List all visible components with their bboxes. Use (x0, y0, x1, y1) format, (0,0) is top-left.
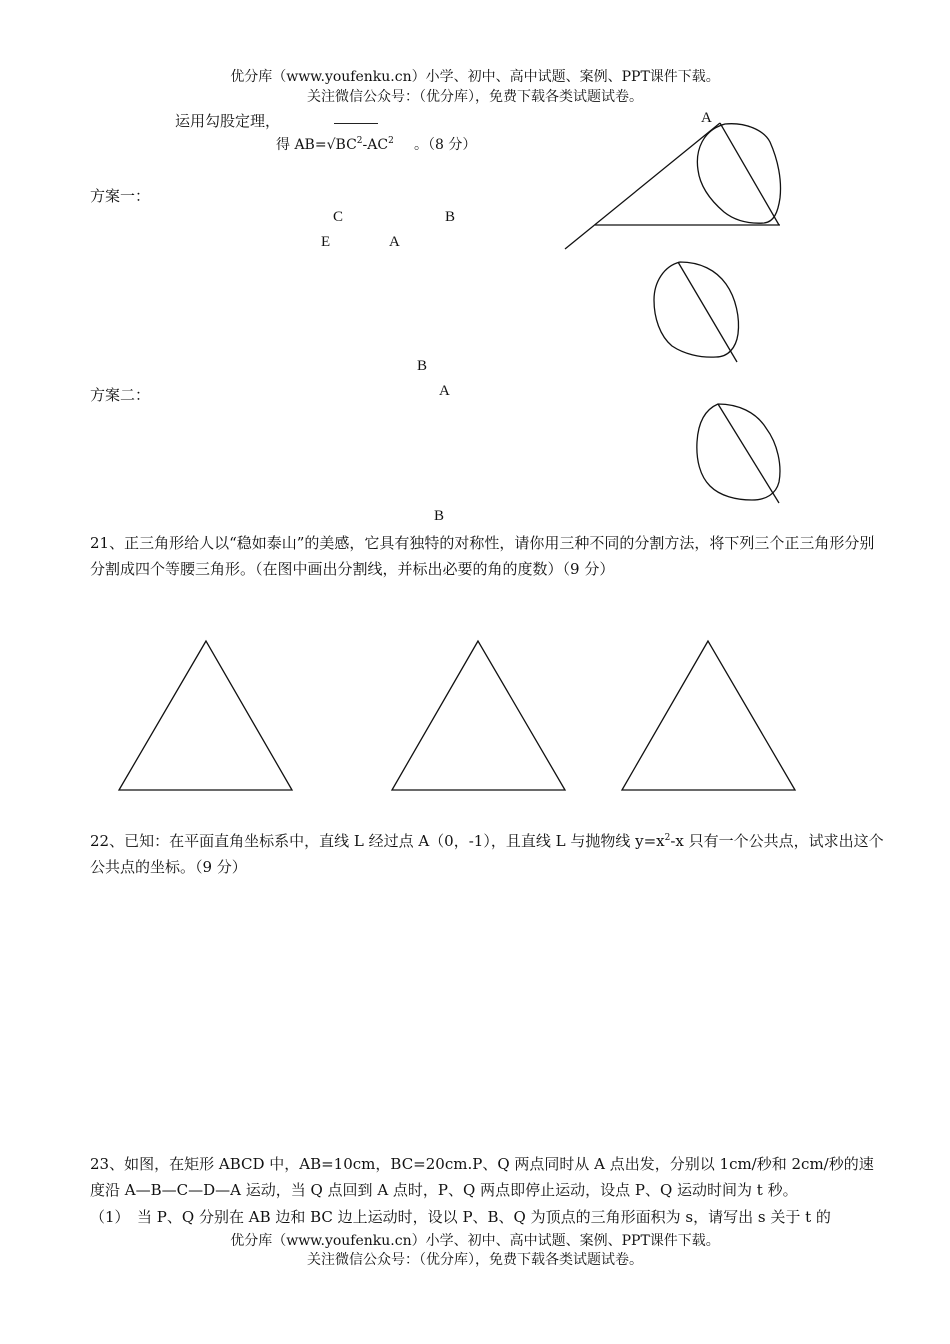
header-line-2: 关注微信公众号：（优分库），免费下载各类试题试卷。 (307, 89, 643, 105)
pond-2-chord (678, 262, 737, 362)
q23-part1: （1） 当 P、Q 分别在 AB 边和 BC 边上运动时，设以 P、B、Q 为顶点的三角形面积为 s，请写出 s 关于 t 的 (90, 1208, 831, 1226)
header-line-1: 优分库（www.youfenku.cn）小学、初中、高中试题、案例、PPT课件下载。 (230, 69, 720, 85)
equilateral-triangle-2 (392, 641, 565, 790)
label-b3: B (434, 508, 445, 524)
pond-shape-1 (697, 124, 780, 223)
q22-text-sup: 2 (664, 833, 671, 843)
formula-exp-2: 2 (388, 136, 394, 146)
label-c: C (333, 209, 344, 225)
pond-3-chord (718, 404, 779, 503)
equilateral-triangle-3 (622, 641, 795, 790)
label-b2: B (417, 358, 428, 374)
label-a-top: A (701, 110, 712, 126)
equilateral-triangle-1 (119, 641, 292, 790)
label-a2: A (439, 383, 450, 399)
q22-text-before: 22、已知：在平面直角坐标系中，直线 L 经过点 A（0，-1），且直线 L 与抛物线 y=x (90, 832, 665, 850)
q20-score: 。（8 分） (414, 137, 477, 153)
plan1-label: 方案一： (90, 187, 151, 205)
formula-prefix: 得 AB= (276, 137, 327, 153)
q21-text: 21、正三角形给人以“稳如泰山”的美感，它具有独特的对称性，请你用三种不同的分割方法，将下列三个正三角形分别分割成四个等腰三角形。（在图中画出分割线，并标出必要的角的度数）（9 分） (90, 534, 875, 578)
formula-root: √BC (326, 137, 357, 153)
formula-minus: -AC (362, 137, 389, 153)
label-e: E (321, 234, 331, 250)
formula-exp-1: 2 (356, 136, 363, 146)
q20-intro: 运用勾股定理， (175, 112, 281, 130)
plan2-label: 方案二： (90, 386, 151, 404)
q23-text: 23、如图，在矩形 ABCD 中，AB=10cm，BC=20cm.P、Q 两点同时从 A 点出发，分别以 1cm/秒和 2cm/秒的速度沿 A—B—C—D—A 运动，当 Q 点回到 A 点时，P、Q 两点即停止运动，设点 P、Q 运动时间为 t 秒。 (90, 1155, 874, 1199)
q22-text-after: -x 只有一个公共点，试求出这个公共点的坐标。（9 分） (90, 832, 884, 876)
pond-1-slant (565, 123, 720, 249)
label-b1: B (445, 209, 456, 225)
footer-line-1: 优分库（www.youfenku.cn）小学、初中、高中试题、案例、PPT课件下载。 (230, 1233, 720, 1249)
footer-line-2: 关注微信公众号：（优分库），免费下载各类试题试卷。 (307, 1252, 643, 1268)
q22-text (90, 828, 885, 880)
label-a1: A (389, 234, 400, 250)
pond-shape-3 (697, 404, 780, 500)
pond-1-chord (720, 123, 779, 225)
